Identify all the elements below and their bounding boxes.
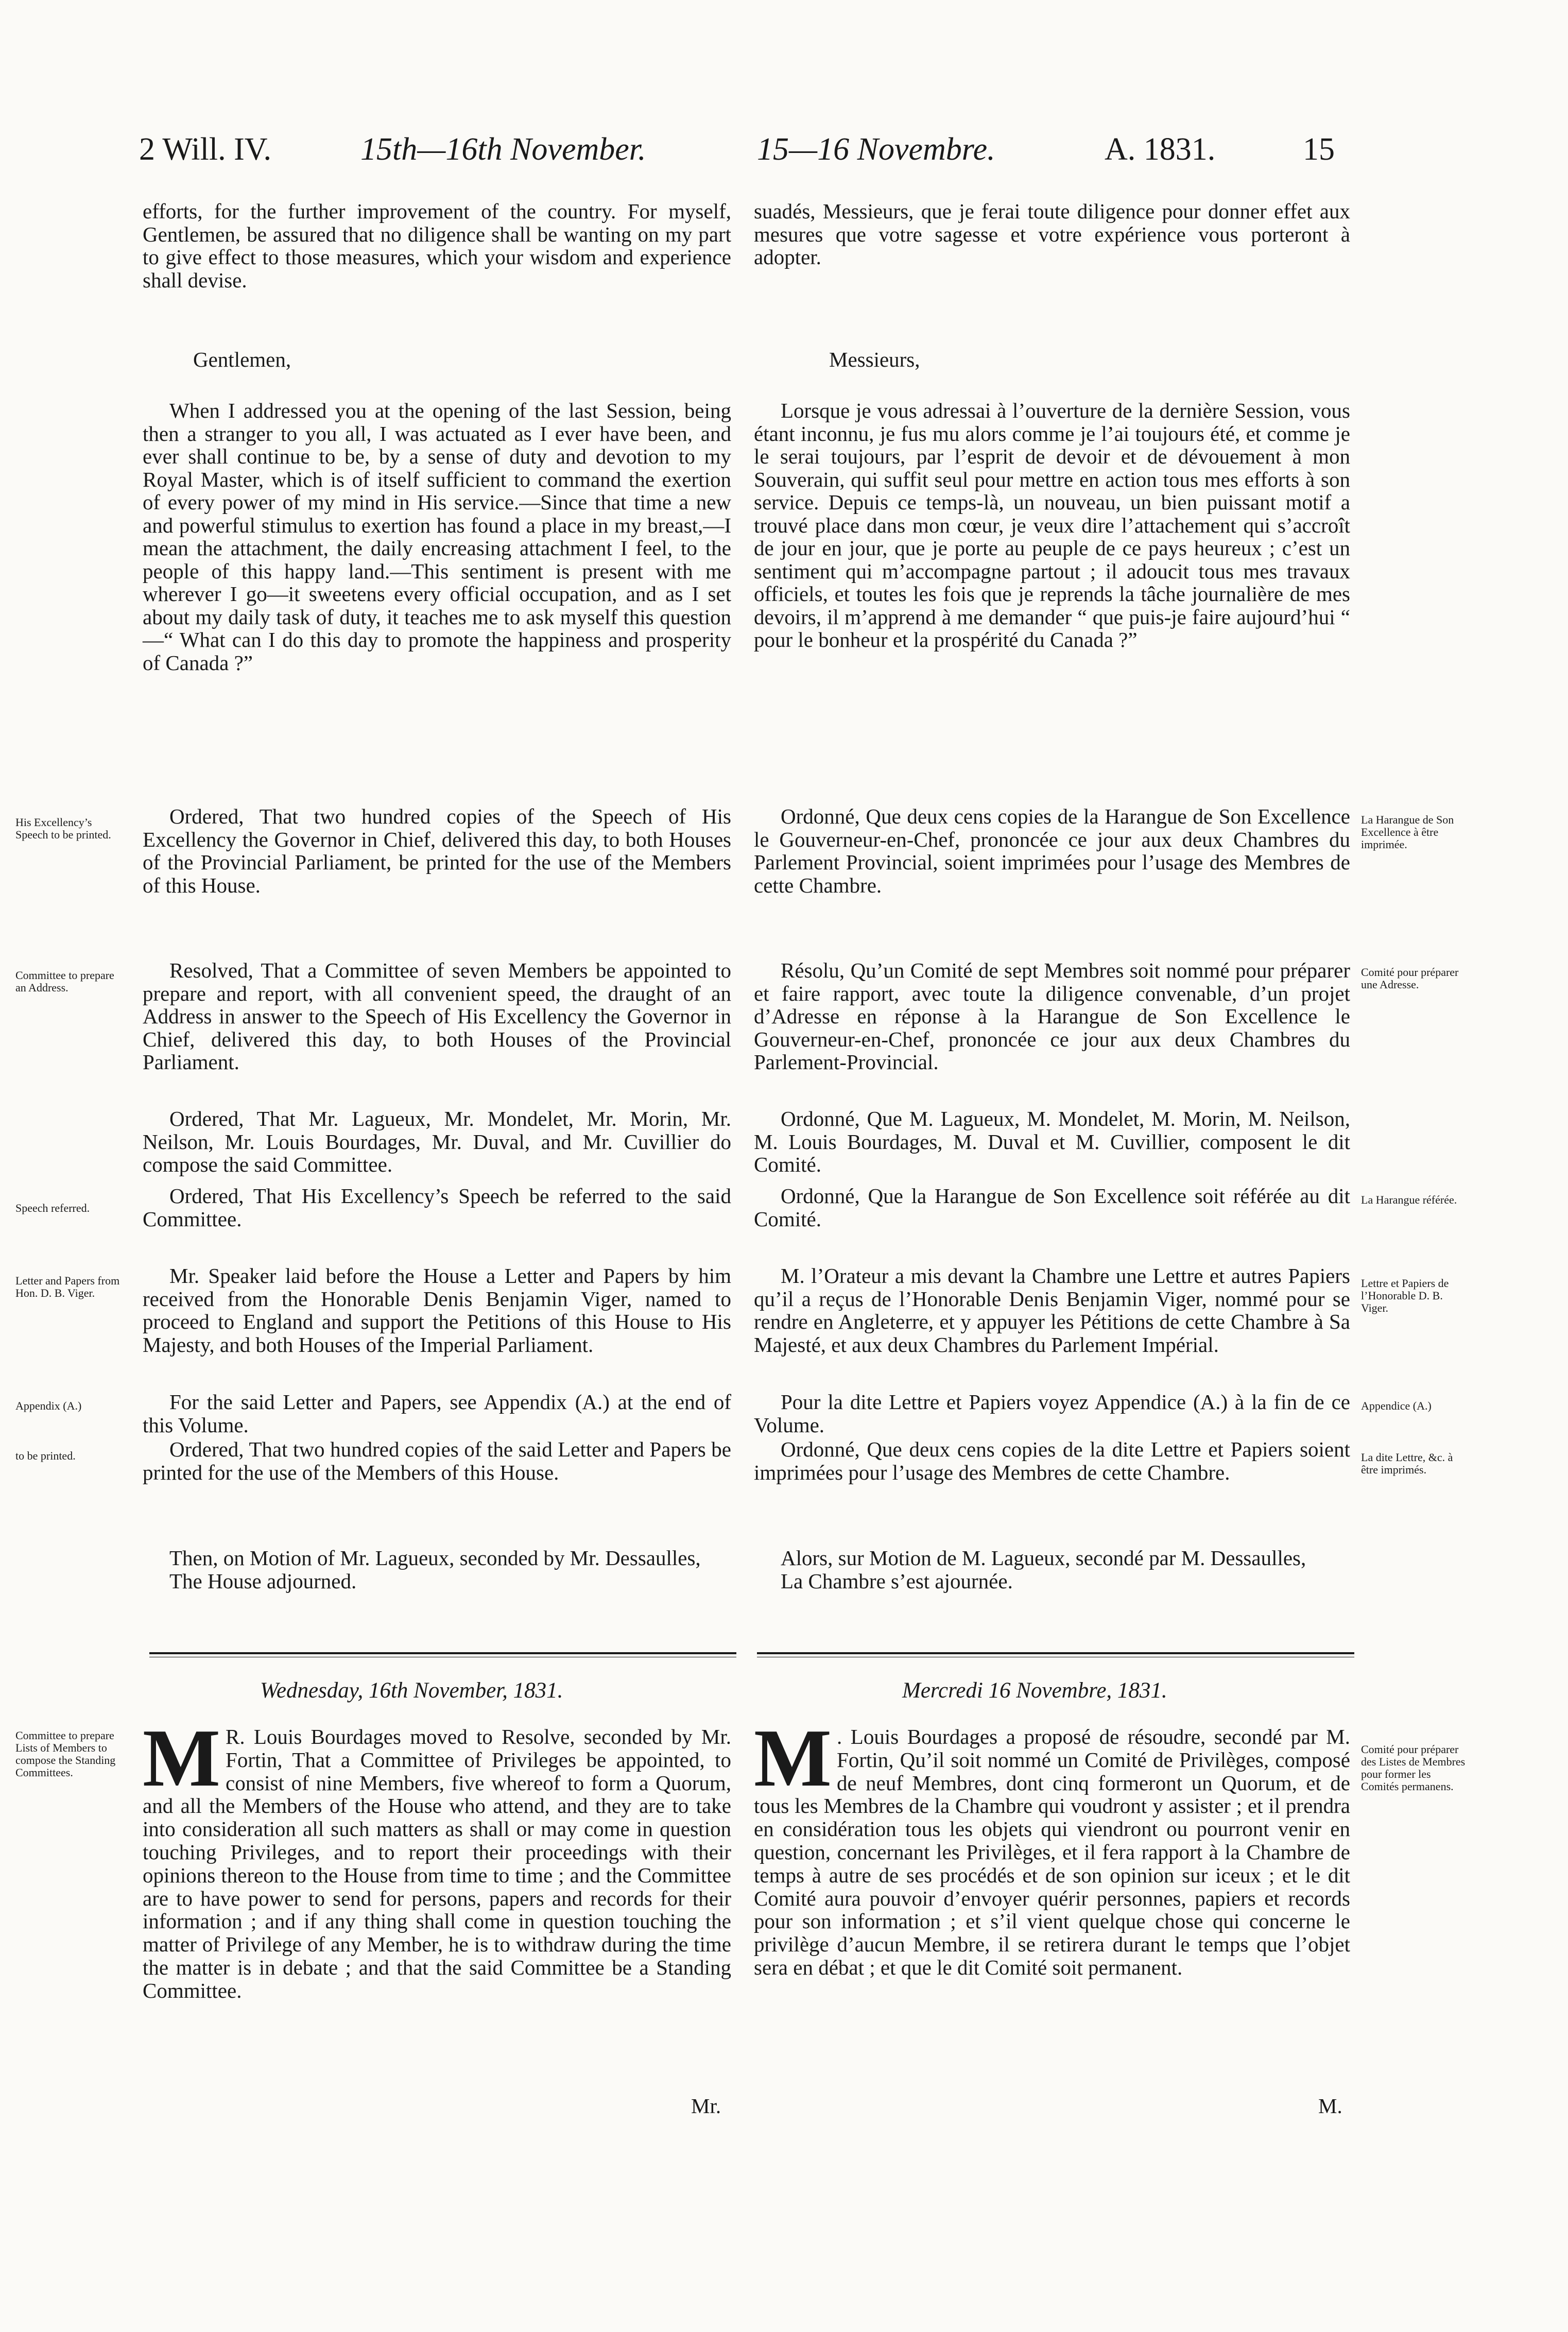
entry-en <box>143 1438 731 1484</box>
running-header <box>139 131 1359 178</box>
sidenote-en: Letter and Papers from Hon. D. B. Viger. <box>15 1274 120 1299</box>
entry-text-en: Mr. Speaker laid before the House a Letter and Papers by him received from the Honorable Denis Benjamin Viger, named to proceed to England and support the Petitions of this House to His Majesty, and both Houses of the Imperial Parliament. <box>143 1264 731 1357</box>
entry-fr <box>754 1391 1350 1436</box>
entry-text-fr: M. l’Orateur a mis devant la Chambre une Lettre et autres Papiers qu’il a reçus de l’Honorable Denis Benjamin Viger, nommé pour se rendre en Angleterre, et y appuyer les Pétitions de cette Chambre à Sa Majesté, et aux deux Chambres du Parlement Impérial. <box>754 1264 1350 1357</box>
sidenote-en: Committee to prepare Lists of Members to compose the Standing Committees. <box>15 1729 116 1779</box>
header-year: A. 1831. <box>1105 132 1216 167</box>
page-number: 15 <box>1303 132 1335 167</box>
day-date-fr: Mercredi 16 Novembre, 1831. <box>902 1678 1167 1703</box>
entry-en <box>143 1185 731 1230</box>
salutation-en: Gentlemen, <box>193 348 291 371</box>
sidenote-fr: Appendice (A.) <box>1361 1399 1432 1412</box>
adjourn-motion-fr: Alors, sur Motion de M. Lagueux, secondé par M. Dessaulles, <box>781 1546 1306 1570</box>
header-date-fr: 15—16 Novembre. <box>757 132 995 167</box>
entry-en <box>143 1107 731 1176</box>
entry-text-fr: Pour la dite Lettre et Papiers voyez Appendice (A.) à la fin de ce Volume. <box>754 1390 1350 1437</box>
adjourn-en <box>143 1547 731 1592</box>
entry-text-en: Ordered, That His Excellency’s Speech be referred to the said Committee. <box>143 1184 731 1231</box>
adjourn-result-en: The House adjourned. <box>169 1569 357 1593</box>
day-date-en: Wednesday, 16th November, 1831. <box>260 1678 563 1703</box>
sidenote-fr: Comité pour préparer une Adresse. <box>1361 966 1459 991</box>
continuation-text-en: efforts, for the further improvement of the country. For myself, Gentlemen, be assured that no diligence shall be wanting on my part to give effect to those measures, which your wisdom and experience shall devise. <box>143 199 737 292</box>
entry-text-en: Resolved, That a Committee of seven Members be appointed to prepare and report, with all convenient speed, the draught of an Address in answer to the Speech of His Excellency the Governor in Chief, delivered this day, to both Houses of the Provincial Parliament. <box>143 958 731 1074</box>
entry-text-fr: Ordonné, Que deux cens copies de la dite Lettre et Papiers soient imprimées pour l’usage des Membres de cette Chambre. <box>754 1437 1350 1484</box>
section-rule <box>757 1652 1354 1657</box>
speech-fr <box>754 399 1350 651</box>
entry-fr <box>754 1107 1350 1176</box>
sidenote-en: His Excellency’s Speech to be printed. <box>15 816 111 841</box>
continuation-en <box>143 199 737 292</box>
continuation-text-fr: suadés, Messieurs, que je ferai toute diligence pour donner effet aux mesures que votre sagesse et votre expérience vous porteront à adopter. <box>754 199 1356 269</box>
sidenote-fr: La dite Lettre, &c. à être imprimés. <box>1361 1451 1453 1476</box>
entry-text-fr: Ordonné, Que deux cens copies de la Harangue de Son Excellence le Gouverneur-en-Chef, prononcée ce jour aux deux Chambres du Parlement Provincial, soient imprimées pour l’usage des Membres de cette Chambre. <box>754 804 1350 897</box>
speech-en <box>143 399 731 674</box>
catchword-en: Mr. <box>691 2094 721 2118</box>
day2-text-fr: . Louis Bourdages a proposé de résoudre, secondé par M. Fortin, Qu’il soit nommé un Comité de Privilèges, composé de neuf Membres, dont cinq formeront un Quorum, et de tous les Membres de la Chambre qui voudront y assister ; et il prendra en considération tous les objets qui viendront ou pourront venir en question, concernant les Privilèges, et il fera rapport à la Chambre de temps à autre de ses procédés et de son opinion sur iceux ; et le dit Comité aura pouvoir d’envoyer quérir personnes, papiers et records pour son information ; et s’il vient quelque chose qui concerne le privilège d’aucun Membre, il se retirera durant le temps que l’objet sera en débat ; et que le dit Comité soit permanent. <box>754 1725 1350 1979</box>
entry-text-en: Ordered, That Mr. Lagueux, Mr. Mondelet, Mr. Morin, Mr. Neilson, Mr. Louis Bourdages, Mr. Duval, and Mr. Cuvillier do compose the said Committee. <box>143 1107 731 1176</box>
sidenote-en: Appendix (A.) <box>15 1399 82 1412</box>
entry-fr <box>754 1264 1350 1356</box>
entry-fr <box>754 1185 1350 1230</box>
catchword-fr: M. <box>1318 2094 1342 2118</box>
continuation-fr <box>754 199 1356 269</box>
day2-text-en: R. Louis Bourdages moved to Resolve, seconded by Mr. Fortin, That a Committee of Privileges be appointed, to consist of nine Members, five whereof to form a Quorum, and all the Members of the House who attend, and they are to take into consideration all such matters as shall or may come in question touching Privileges, and to report their proceedings with their opinions thereon to the House from time to time ; and the Committee are to have power to send for persons, papers and records for their information ; and if any thing shall come in question touching the matter of Privilege of any Member, he is to withdraw during the time the matter is in debate ; and that the said Committee be a Standing Committee. <box>143 1725 731 2002</box>
entry-text-fr: Ordonné, Que la Harangue de Son Excellence soit référée au dit Comité. <box>754 1184 1350 1231</box>
drop-cap-en: M <box>143 1712 221 1804</box>
entry-fr <box>754 1438 1350 1484</box>
day2-entry-fr <box>754 1712 1350 1979</box>
entry-fr <box>754 805 1350 897</box>
adjourn-result-fr: La Chambre s’est ajournée. <box>781 1569 1013 1593</box>
entry-en <box>143 959 731 1074</box>
header-date-en: 15th—16th November. <box>360 132 646 167</box>
sidenote-fr: Comité pour préparer des Listes de Membres pour former les Comités permanens. <box>1361 1743 1466 1793</box>
regnal-year: 2 Will. IV. <box>139 132 272 167</box>
salutation-fr: Messieurs, <box>829 348 920 371</box>
sidenote-en: Committee to prepare an Address. <box>15 969 114 994</box>
drop-cap-fr: M <box>754 1712 832 1804</box>
entry-text-fr: Résolu, Qu’un Comité de sept Membres soit nommé pour préparer et faire rapport, avec toute la diligence convenable, d’un projet d’Adresse en réponse à la Harangue de Son Excellence le Gouverneur-en-Chef, prononcée ce jour aux deux Chambres du Parlement-Provincial. <box>754 958 1350 1074</box>
speech-text-en: When I addressed you at the opening of the last Session, being then a stranger to you all, I was actuated as I ever have been, and ever shall continue to be, by a sense of duty and devotion to my Royal Master, which is of itself sufficient to command the exertion of every power of my mind in His service.—Since that time a new and powerful stimulus to exertion has found a place in my breast,—I mean the attachment, the daily encreasing attachment I feel, to the people of this happy land.—This sentiment is present with me wherever I go—it sweetens every official occupation, and as I set about my daily task of duty, it teaches me to ask myself this question—“ What can I do this day to promote the happiness and prosperity of Canada ?” <box>143 399 731 675</box>
sidenote-en: Speech referred. <box>15 1202 90 1214</box>
entry-text-en: Ordered, That two hundred copies of the said Letter and Papers be printed for the use of the Members of this House. <box>143 1437 731 1484</box>
sidenote-fr: La Harangue de Son Excellence à être imprimée. <box>1361 813 1454 851</box>
entry-en <box>143 1391 731 1436</box>
sidenote-fr: La Harangue référée. <box>1361 1193 1457 1206</box>
entry-en <box>143 805 731 897</box>
adjourn-motion-en: Then, on Motion of Mr. Lagueux, seconded by Mr. Dessaulles, <box>169 1546 701 1570</box>
entry-en <box>143 1264 731 1356</box>
sidenote-en: to be printed. <box>15 1449 76 1462</box>
day2-entry-en <box>143 1712 731 2002</box>
entry-text-fr: Ordonné, Que M. Lagueux, M. Mondelet, M. Morin, M. Neilson, M. Louis Bourdages, M. Duval et M. Cuvillier, composent le dit Comité. <box>754 1107 1350 1176</box>
sidenote-fr: Lettre et Papiers de l’Honorable D. B. Viger. <box>1361 1277 1449 1314</box>
entry-text-en: Ordered, That two hundred copies of the Speech of His Excellency the Governor in Chief, delivered this day, to both Houses of the Provincial Parliament, be printed for the use of the Members of this House. <box>143 804 731 897</box>
entry-fr <box>754 959 1350 1074</box>
section-rule <box>149 1652 736 1657</box>
adjourn-fr <box>754 1547 1350 1592</box>
entry-text-en: For the said Letter and Papers, see Appendix (A.) at the end of this Volume. <box>143 1390 731 1437</box>
speech-text-fr: Lorsque je vous adressai à l’ouverture de la dernière Session, vous étant inconnu, je fus mu alors comme je l’ai toujours été, et comme je le serai toujours, par l’esprit de devoir et de dévouement à mon Souverain, qui suffit seul pour mettre en action tous mes efforts à son service. Depuis ce temps-là, un nouveau, un bien puissant motif a trouvé place dans mon cœur, je veux dire l’attachement qui s’accroît de jour en jour, que je porte au peuple de ce pays heureux ; c’est un sentiment qui m’accompagne partout ; il adoucit tous mes travaux officiels, et toutes les fois que je reprends la tâche journalière de mes devoirs, il m’apprend à me demander “ que puis-je faire aujourd’hui “ pour le bonheur et la prospérité du Canada ?” <box>754 399 1350 651</box>
